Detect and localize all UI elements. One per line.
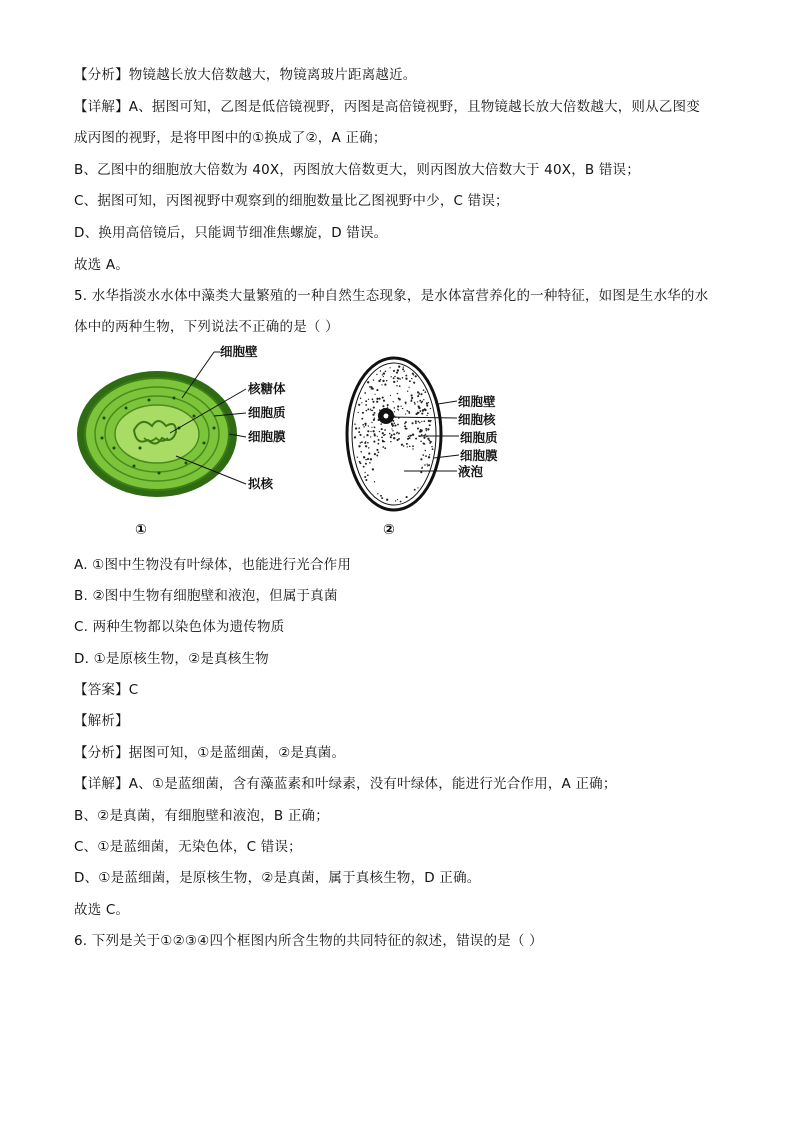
- fig1-label-cell-membrane: 细胞膜: [248, 429, 286, 444]
- q5-option-d: D. ①是原核生物，②是真核生物: [74, 651, 269, 667]
- q5-analysis: 【分析】据图可知，①是蓝细菌，②是真菌。: [74, 745, 346, 761]
- fig2-label-nucleus: 细胞核: [458, 412, 496, 427]
- fig2-label-cytoplasm: 细胞质: [460, 430, 498, 445]
- q6-stem: 6. 下列是关于①②③④四个框图内所含生物的共同特征的叙述，错误的是（ ）: [74, 933, 543, 949]
- q4-detail-c: C、据图可知，丙图视野中观察到的细胞数量比乙图视野中少，C 错误；: [74, 193, 509, 209]
- q4-detail-a-2: 成丙图的视野，是将甲图中的①换成了②，A 正确；: [74, 130, 387, 146]
- q5-option-a: A. ①图中生物没有叶绿体，也能进行光合作用: [74, 557, 352, 573]
- q5-stem-line-2: 体中的两种生物，下列说法不正确的是（ ）: [74, 319, 339, 335]
- q5-option-c: C. 两种生物都以染色体为遗传物质: [74, 619, 285, 635]
- q5-detail-b: B、②是真菌，有细胞壁和液泡，B 正确；: [74, 808, 329, 824]
- fig1-label-ribosome: 核糖体: [248, 381, 286, 396]
- q5-explain-heading: 【解析】: [74, 713, 129, 729]
- q4-analysis: 【分析】物镜越长放大倍数越大，物镜离玻片距离越近。: [74, 67, 417, 83]
- q5-detail-c: C、①是蓝细菌，无染色体，C 错误；: [74, 839, 302, 855]
- q5-stem-line-1: 5. 水华指淡水水体中藻类大量繁殖的一种自然生态现象，是水体富营养化的一种特征，如图是生水华的水: [74, 288, 709, 304]
- q5-detail-a: 【详解】A、①是蓝细菌，含有藻蓝素和叶绿素，没有叶绿体，能进行光合作用，A 正确；: [74, 776, 617, 792]
- q4-detail-b: B、乙图中的细胞放大倍数为 40X，丙图放大倍数更大，则丙图放大倍数大于 40X，B 错误；: [74, 162, 640, 178]
- q5-choose: 故选 C。: [74, 902, 130, 918]
- fig1-label-cell-wall: 细胞壁: [220, 344, 258, 359]
- q5-figure: [74, 338, 534, 543]
- fig2-label-cell-membrane: 细胞膜: [460, 448, 498, 463]
- fig2-label-cell-wall: 细胞壁: [458, 394, 496, 409]
- cell-diagrams: [74, 338, 534, 543]
- q4-choose: 故选 A。: [74, 257, 130, 273]
- fig2-number: ②: [383, 522, 395, 538]
- fig1-number: ①: [135, 522, 147, 538]
- yeast-diagram: [347, 358, 498, 538]
- fig1-label-nucleoid: 拟核: [248, 476, 274, 491]
- q5-option-b: B. ②图中生物有细胞壁和液泡，但属于真菌: [74, 588, 338, 604]
- fig1-label-cytoplasm: 细胞质: [248, 405, 286, 420]
- q4-detail-a-1: 【详解】A、据图可知，乙图是低倍镜视野，丙图是高倍镜视野，且物镜越长放大倍数越大，则从乙图变: [74, 99, 700, 115]
- cyanobacterium-diagram: [77, 344, 286, 538]
- q5-answer: 【答案】C: [74, 682, 139, 698]
- q5-detail-d: D、①是蓝细菌，是原核生物，②是真菌，属于真核生物，D 正确。: [74, 870, 481, 886]
- q4-detail-d: D、换用高倍镜后，只能调节细准焦螺旋，D 错误。: [74, 225, 388, 241]
- fig2-label-vacuole: 液泡: [458, 464, 484, 479]
